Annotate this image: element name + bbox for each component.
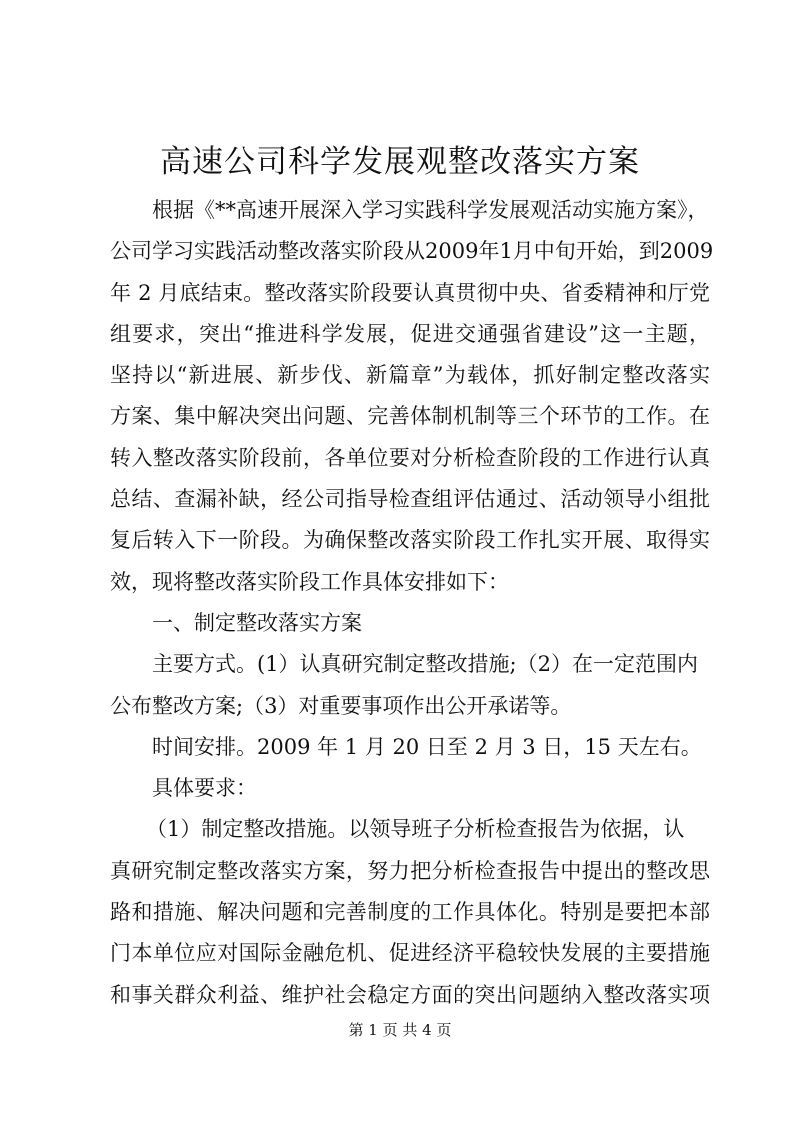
section-heading: 一、制定整改落实方案 [152,610,362,635]
paragraph-line: 组要求，突出“推进科学发展，促进交通强省建设”这一主题， [110,321,710,346]
paragraph-line: 坚持以“新进展、新步伐、新篇章”为载体，抓好制定整改落实 [110,363,710,388]
paragraph-line: （1）制定整改措施。以领导班子分析检查报告为依据，认 [146,817,685,842]
paragraph-line: 公司学习实践活动整改落实阶段从2009年1月中旬开始，到2009 [110,239,714,264]
page-footer: 第 1 页 共 4 页 [348,1021,452,1039]
paragraph-line: 公布整改方案;（3）对重要事项作出公开承诺等。 [110,693,572,718]
paragraph-line: 真研究制定整改落实方案，努力把分析检查报告中提出的整改思 [110,858,710,883]
paragraph-line: 门本单位应对国际金融危机、促进经济平稳较快发展的主要措施 [110,941,710,966]
paragraph-line: 路和措施、解决问题和完善制度的工作具体化。特别是要把本部 [110,900,710,925]
paragraph-line: 总结、查漏补缺，经公司指导检查组评估通过、活动领导小组批 [110,487,710,512]
document-body [110,190,714,1016]
paragraph-line: 具体要求： [152,776,257,801]
paragraph-line: 年 2 月底结束。整改落实阶段要认真贯彻中央、省委精神和厅党 [110,280,710,305]
paragraph-line: 效，现将整改落实阶段工作具体安排如下： [110,569,509,594]
paragraph-line: 时间安排。2009 年 1 月 20 日至 2 月 3 日，15 天左右。 [152,734,702,759]
paragraph-line: 转入整改落实阶段前，各单位要对分析检查阶段的工作进行认真 [110,445,710,470]
paragraph-line: 复后转入下一阶段。为确保整改落实阶段工作扎实开展、取得实 [110,528,710,553]
paragraph-line: 方案、集中解决突出问题、完善体制机制等三个环节的工作。在 [110,404,710,429]
paragraph-line: 主要方式。(1）认真研究制定整改措施;（2）在一定范围内 [152,652,698,677]
document-title: 高速公司科学发展观整改落实方案 [160,144,640,180]
paragraph-line: 和事关群众利益、维护社会稳定方面的突出问题纳入整改落实项 [110,982,710,1007]
paragraph-line: 根据《**高速开展深入学习实践科学发展观活动实施方案》， [152,198,709,222]
